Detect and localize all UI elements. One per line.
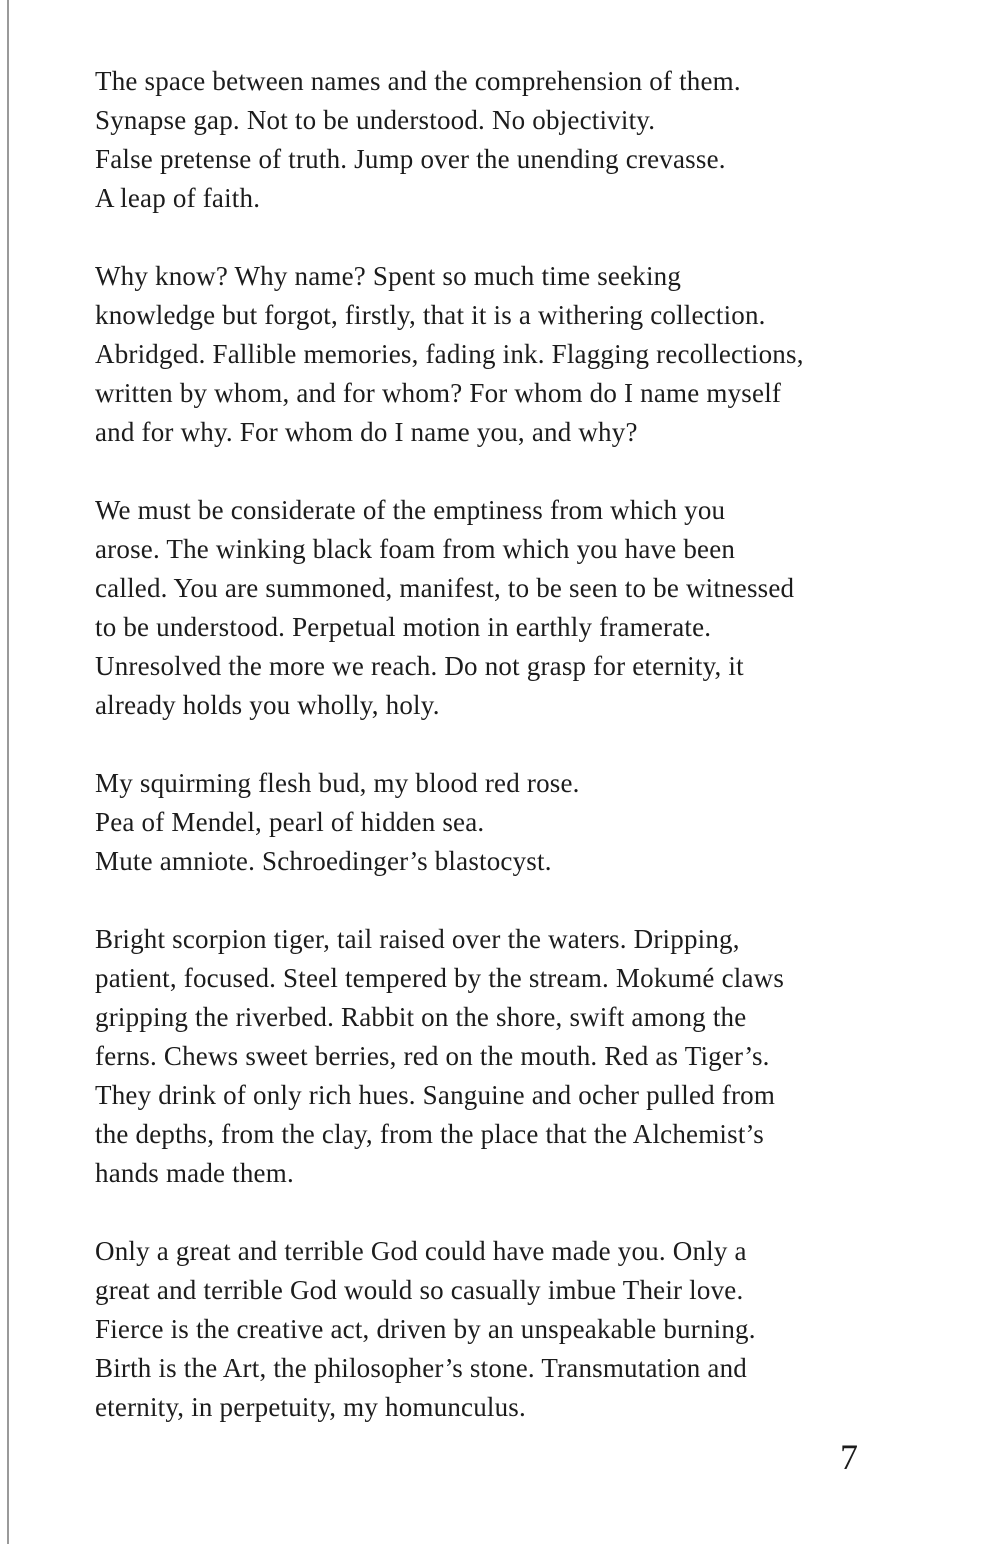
text-line: False pretense of truth. Jump over the unending crevasse. (95, 144, 726, 174)
text-line: A leap of faith. (95, 183, 261, 213)
text-line: eternity, in perpetuity, my homunculus. (95, 1392, 526, 1422)
text-line: Unresolved the more we reach. Do not grasp for eternity, it (95, 651, 744, 681)
text-line: Only a great and terrible God could have made you. Only a (95, 1236, 747, 1266)
text-line: arose. The winking black foam from which you have been (95, 534, 736, 564)
page-content (95, 62, 940, 1466)
text-line: gripping the riverbed. Rabbit on the shore, swift among the (95, 1002, 747, 1032)
text-line: the depths, from the clay, from the place that the Alchemist’s (95, 1119, 764, 1149)
text-line: hands made them. (95, 1158, 294, 1188)
text-line: Mute amniote. Schroedinger’s blastocyst. (95, 846, 552, 876)
paragraph-4 (95, 764, 940, 881)
text-line: ferns. Chews sweet berries, red on the mouth. Red as Tiger’s. (95, 1041, 770, 1071)
paragraph-3 (95, 491, 940, 725)
paragraph-1 (95, 62, 940, 218)
text-line: called. You are summoned, manifest, to be seen to be witnessed (95, 573, 795, 603)
text-line: Synapse gap. Not to be understood. No objectivity. (95, 105, 656, 135)
page-edge-line (7, 0, 9, 1544)
text-line: Pea of Mendel, pearl of hidden sea. (95, 807, 485, 837)
text-line: Fierce is the creative act, driven by an unspeakable burning. (95, 1314, 756, 1344)
text-line: My squirming flesh bud, my blood red rose. (95, 768, 580, 798)
text-line: and for why. For whom do I name you, and why? (95, 417, 638, 447)
page-number: 7 (840, 1437, 858, 1477)
text-line: great and terrible God would so casually imbue Their love. (95, 1275, 744, 1305)
paragraph-5 (95, 920, 940, 1193)
text-line: The space between names and the comprehension of them. (95, 66, 741, 96)
text-line: Why know? Why name? Spent so much time seeking (95, 261, 682, 291)
text-line: Bright scorpion tiger, tail raised over the waters. Dripping, (95, 924, 740, 954)
text-line: Abridged. Fallible memories, fading ink. Flagging recollections, (95, 339, 804, 369)
paragraph-2 (95, 257, 940, 452)
text-line: knowledge but forgot, firstly, that it is a withering collection. (95, 300, 766, 330)
text-line: already holds you wholly, holy. (95, 690, 440, 720)
text-line: Birth is the Art, the philosopher’s stone. Transmutation and (95, 1353, 747, 1383)
text-line: to be understood. Perpetual motion in earthly framerate. (95, 612, 712, 642)
paragraph-6 (95, 1232, 940, 1427)
text-line: They drink of only rich hues. Sanguine and ocher pulled from (95, 1080, 776, 1110)
text-line: patient, focused. Steel tempered by the stream. Mokumé claws (95, 963, 785, 993)
text-line: written by whom, and for whom? For whom do I name myself (95, 378, 782, 408)
text-line: We must be considerate of the emptiness from which you (95, 495, 726, 525)
